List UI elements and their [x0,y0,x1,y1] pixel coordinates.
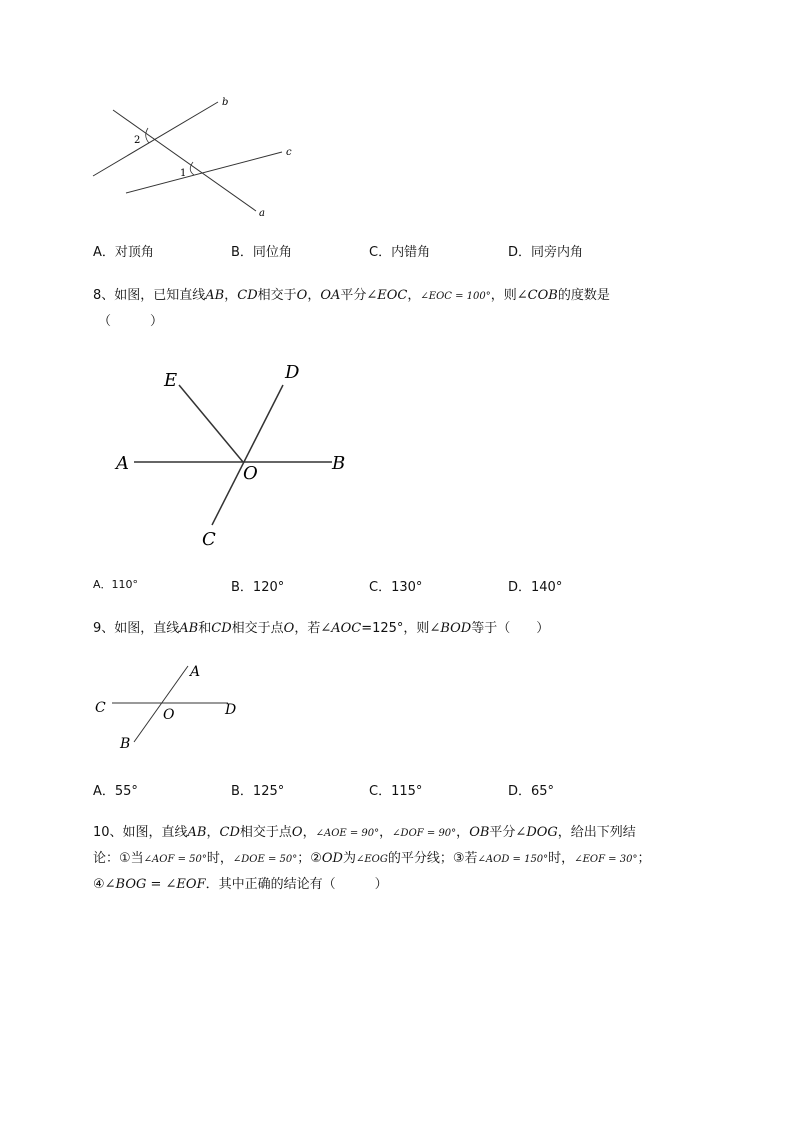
q8-option-a[interactable] [93,576,138,592]
q8-ab: AB [205,288,225,303]
label-c: c [286,147,292,158]
q9-bod: ∠BOD [429,621,472,636]
q7-figure [88,92,303,224]
q10-text: 平分 [489,825,516,840]
q10-text: ， [302,825,316,840]
q10-text: 时， [548,851,575,866]
label-C: C [202,529,216,550]
q8-option-c-label: C．130° [369,580,423,595]
q9-text: 等于（ ） [471,621,550,636]
q8-text: 平分 [340,288,367,303]
q8-text: ， [407,288,421,303]
q10-line-3 [93,873,388,892]
q9-cd: CD [211,621,232,636]
line-ab [134,666,188,742]
q9-aoc: ∠AOC [320,621,362,636]
q8-eoc-value: ∠EOC = 100° [420,291,491,302]
q9-option-c[interactable]: C．115° [369,784,423,799]
q7-option-d[interactable]: D．同旁内角 [508,245,584,260]
q10-aod: ∠AOD = 150° [477,854,549,865]
label-C: C [95,700,106,716]
label-2: 2 [134,135,141,146]
q9-stem [93,617,549,636]
label-1: 1 [180,168,187,179]
q10-text: 的平分线；③若 [387,851,478,866]
angle-1-arc [190,162,194,175]
q10-dog: ∠DOG [515,825,558,840]
ray-oe [179,385,243,462]
q8-eoc: ∠EOC [366,288,408,303]
q10-text: ， [379,825,393,840]
q8-option-b-label: B．120° [231,580,285,595]
q8-answer-paren: （ ） [98,314,164,329]
q9-text: 相交于点 [231,621,284,636]
q10-line-1 [93,821,636,840]
label-D: D [285,362,300,383]
q7-option-b[interactable]: B．同位角 [231,245,292,260]
q10-text: 为 [342,851,356,866]
q9-ab: AB [179,621,199,636]
label-A: A [116,453,129,474]
q10-text: 时， [206,851,233,866]
label-B: B [120,736,131,752]
q10-cd: CD [219,825,240,840]
q10-ob: OB [469,825,490,840]
q10-doe: ∠DOE = 50° [232,854,298,865]
q8-cob: ∠COB [516,288,558,303]
q8-option-c[interactable] [369,576,422,595]
q9-option-a[interactable]: A．55° [93,784,138,799]
q10-bog: ∠BOG = ∠EOF [104,877,206,892]
q10-text: 论：①当 [93,851,144,866]
q8-text: 的度数是 [557,288,610,303]
q8-option-d-label: D．140° [508,580,563,595]
q10-text: ，给出下列结 [557,825,636,840]
q9-text: ，若 [294,621,321,636]
label-A: A [190,664,201,680]
q10-o: O [291,825,303,840]
q8-o: O [296,288,308,303]
q10-text: 10、如图，直线 [93,825,188,840]
label-D: D [225,702,237,718]
q8-text: 8、如图，已知直线 [93,288,206,303]
q8-option-d[interactable] [508,576,562,595]
q9-option-b[interactable]: B．125° [231,784,285,799]
q9-o: O [283,621,295,636]
q8-text: ， [224,288,238,303]
q8-text: ，则 [490,288,517,303]
q8-text: 相交于 [257,288,297,303]
line-cd [212,385,283,525]
q8-option-a-label: A．110° [93,578,139,591]
q10-text: ．其中正确的结论有（ ） [205,877,388,892]
q10-ab: AB [187,825,207,840]
q8-oa: OA [320,288,341,303]
q9-option-d[interactable]: D．65° [508,784,555,799]
q10-text: ； [637,851,651,866]
q7-option-c[interactable]: C．内错角 [369,245,431,260]
line-b [93,102,218,176]
q8-stem [93,284,610,303]
q7-option-a[interactable]: A．对顶角 [93,245,154,260]
label-a: a [259,208,265,219]
q10-eog: ∠EOG [356,854,388,865]
q9-figure [90,660,250,755]
q8-text: ， [307,288,321,303]
q10-text: ， [456,825,470,840]
label-O: O [243,463,258,484]
q9-text: 9、如图，直线 [93,621,180,636]
q8-option-b[interactable] [231,576,284,595]
q9-text: 和 [198,621,212,636]
q8-cd: CD [237,288,258,303]
q8-figure [112,355,357,555]
q10-text: ④ [93,877,105,892]
line-c [126,152,282,193]
q10-dof: ∠DOF = 90° [392,828,457,839]
q10-text: 相交于点 [239,825,292,840]
q10-line-2 [93,847,650,866]
q10-aoe: ∠AOE = 90° [315,828,380,839]
label-E: E [164,370,178,391]
q10-text: ， [206,825,220,840]
line-a [113,110,256,211]
label-b: b [222,97,229,108]
q10-aof: ∠AOF = 50° [143,854,207,865]
q9-text: =125°，则 [361,621,430,636]
q10-od: OD [321,851,343,866]
q10-eof: ∠EOF = 30° [574,854,638,865]
q10-text: ；② [297,851,322,866]
label-B: B [332,453,346,474]
label-O: O [163,707,175,723]
